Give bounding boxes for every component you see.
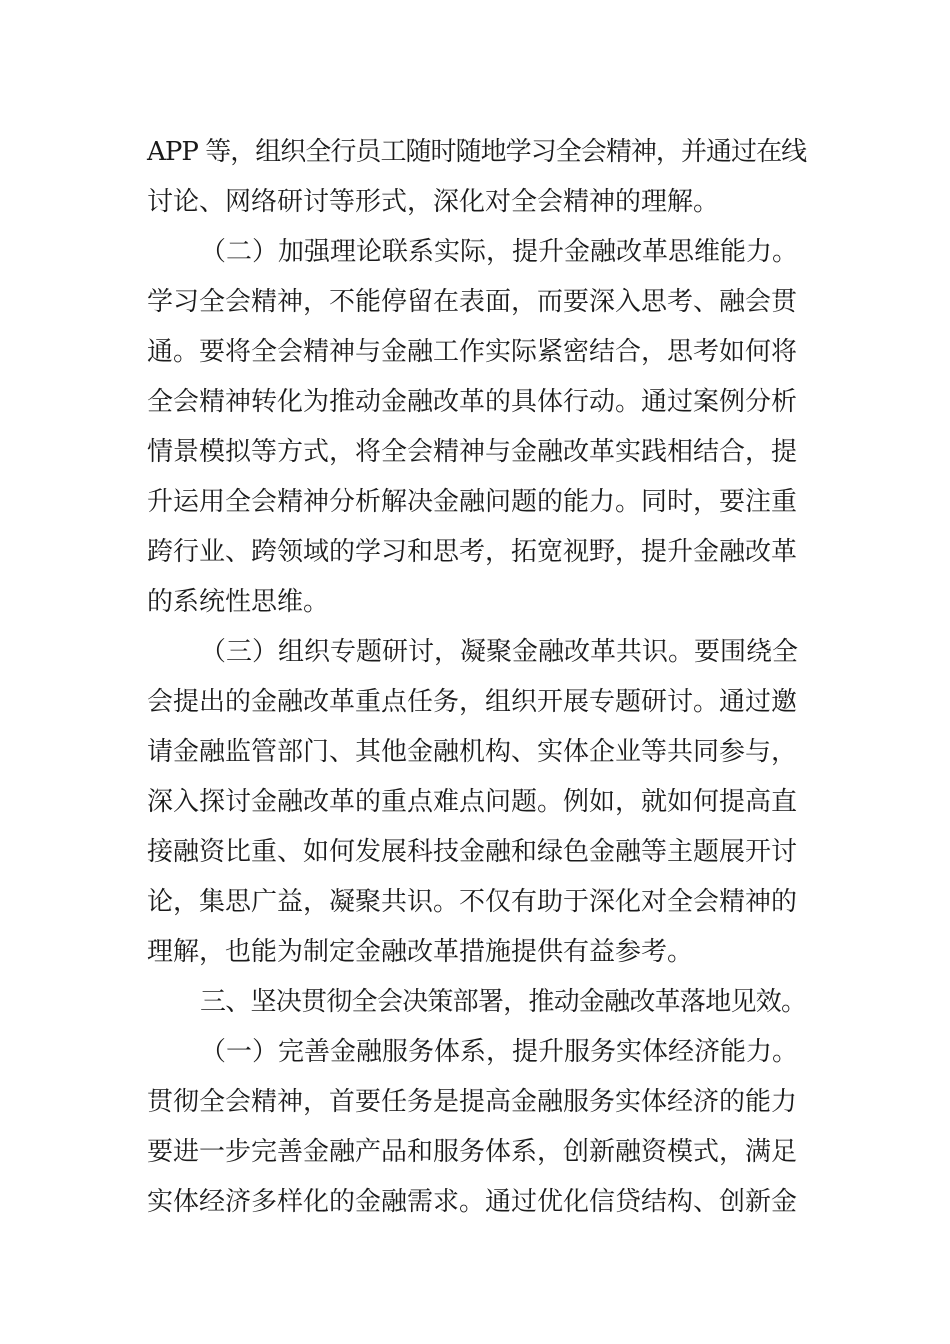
text-line: 理解，也能为制定金融改革措施提供有益参考。: [147, 937, 694, 967]
text-line: 通。要将全会精神与金融工作实际紧密结合，思考如何将: [147, 337, 798, 367]
text-line: 贯彻全会精神，首要任务是提高金融服务实体经济的能力: [147, 1087, 798, 1117]
text-line: 请金融监管部门、其他金融机构、实体企业等共同参与，: [147, 737, 798, 767]
subsection-heading: （三）组织专题研讨，凝聚金融改革共识。要围绕全: [200, 637, 799, 667]
text-line: 接融资比重、如何发展科技金融和绿色金融等主题展开讨: [147, 837, 798, 867]
text-line: 讨论、网络研讨等形式，深化对全会精神的理解。: [147, 187, 720, 217]
text-line: 会提出的金融改革重点任务，组织开展专题研讨。通过邀: [147, 687, 798, 717]
text-line: 的系统性思维。: [147, 587, 330, 617]
text-line: 升运用全会精神分析解决金融问题的能力。同时，要注重: [147, 487, 798, 517]
text-line: 全会精神转化为推动金融改革的具体行动。通过案例分析: [147, 387, 798, 417]
text-line: 论，集思广益，凝聚共识。不仅有助于深化对全会精神的: [147, 887, 798, 917]
subsection-heading: （二）加强理论联系实际，提升金融改革思维能力。: [200, 237, 799, 267]
text-line: APP 等，组织全行员工随时随地学习全会精神，并通过在线: [147, 137, 807, 167]
text-line: 跨行业、跨领域的学习和思考，拓宽视野，提升金融改革: [147, 537, 798, 567]
subsection-heading: （一）完善金融服务体系，提升服务实体经济能力。: [200, 1037, 799, 1067]
text-line: 要进一步完善金融产品和服务体系，创新融资模式，满足: [147, 1137, 798, 1167]
text-line: 学习全会精神，不能停留在表面，而要深入思考、融会贯: [147, 287, 798, 317]
section-heading: 三、坚决贯彻全会决策部署，推动金融改革落地见效。: [200, 987, 807, 1017]
text-line: 深入探讨金融改革的重点难点问题。例如，就如何提高直: [147, 787, 798, 817]
text-line: 实体经济多样化的金融需求。通过优化信贷结构、创新金: [147, 1187, 798, 1217]
text-line: 情景模拟等方式，将全会精神与金融改革实践相结合，提: [147, 437, 798, 467]
